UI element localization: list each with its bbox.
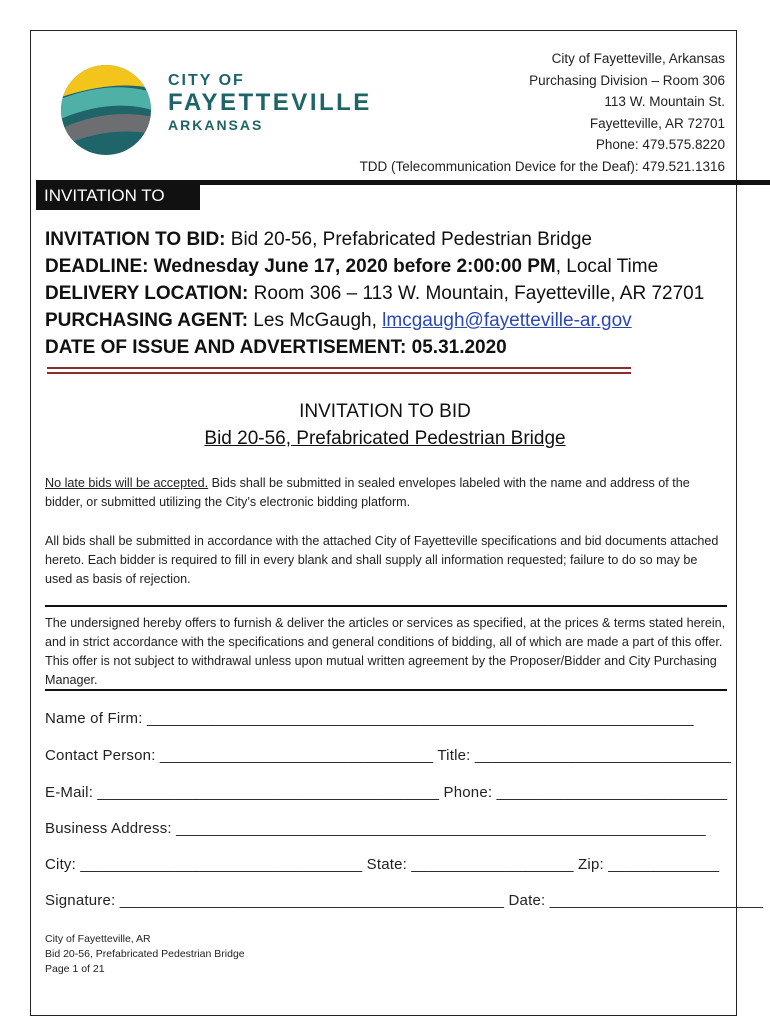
signature-date-field[interactable]: Signature: _____________________________________________ Date: _________________________ [45,892,764,909]
agent-email-link[interactable]: lmcgaugh@fayetteville-ar.gov [382,310,632,331]
offer-box [45,605,727,691]
bid-summary [45,226,735,361]
email-phone-field[interactable]: E-Mail: ________________________________________ Phone: ___________________________ [45,784,728,801]
delivery-line [45,280,735,307]
specifications-paragraph: All bids shall be submitted in accordance with the attached City of Fayetteville specifications and bid documents attached hereto. Each bidder is required to fill in every blank and shall supply all information requested; failure to do so may be used as basis of rejection. [45,534,719,586]
tdd-line: TDD (Telecommunication Device for the Deaf): 479.521.1316 [359,158,725,174]
page-number: Page 1 of 21 [45,963,105,975]
submission-text: Bids shall be submitted in sealed envelopes labeled with the name and address of the bidder, or submitted utilizing the City’s electronic bidding platform. [45,476,690,509]
bid-label: INVITATION TO BID: [45,229,226,250]
page-footer [45,932,245,977]
logo-fayetteville: FAYETTEVILLE [168,89,372,116]
deadline-label: DEADLINE: Wednesday June 17, 2020 before 2:00:00 PM [45,256,556,277]
address-line: Fayetteville, AR 72701 [589,115,725,131]
logo-city-of: CITY OF [168,72,245,89]
section-header-bar [36,180,770,210]
deadline-value: , Local Time [555,256,659,277]
footer-org: City of Fayetteville, AR [45,933,151,945]
offer-paragraph: The undersigned hereby offers to furnish & deliver the articles or services as specified, at the prices & terms stated herein, and in strict accordance with the specifications and general conditions of bidding, all of which are made a part of this offer. This offer is not subject to withdrawal unless upon mutual written agreement by the Proposer/Bidder and City Purchasing Manager. [45,616,726,687]
footer-bid: Bid 20-56, Prefabricated Pedestrian Bridge [45,948,245,960]
agent-name: Les McGaugh, [248,310,383,331]
issue-date: DATE OF ISSUE AND ADVERTISEMENT: 05.31.2020 [45,337,507,358]
delivery-label: DELIVERY LOCATION: [45,283,249,304]
contact-title-field[interactable]: Contact Person: ________________________________ Title: ______________________________ [45,747,732,764]
logo-arkansas: ARKANSAS [168,117,264,133]
issue-date-line [45,334,735,361]
bid-line [45,226,735,253]
section-tab: INVITATION TO [36,180,200,210]
double-divider [47,367,631,374]
agent-line [45,307,735,334]
address-line: Purchasing Division – Room 306 [529,72,725,88]
document-title: INVITATION TO BID [299,401,471,422]
business-address-field[interactable]: Business Address: ______________________________________________________________ [45,820,706,837]
logo-wordmark [168,72,372,134]
agent-label: PURCHASING AGENT: [45,310,249,331]
city-state-zip-field[interactable]: City: _________________________________ State: ___________________ Zip: _____________ [45,856,720,873]
bid-value: Bid 20-56, Prefabricated Pedestrian Bridge [225,229,592,250]
address-block [360,48,725,177]
address-line: City of Fayetteville, Arkansas [551,51,725,66]
late-bids-notice: No late bids will be accepted. [45,476,209,490]
document-subtitle: Bid 20-56, Prefabricated Pedestrian Bridge [204,428,566,449]
deadline-line [45,253,735,280]
delivery-value: Room 306 – 113 W. Mountain, Fayetteville, AR 72701 [248,283,705,304]
address-line: 113 W. Mountain St. [604,94,725,109]
late-bids-paragraph [45,474,725,512]
firm-name-field[interactable]: Name of Firm: ________________________________________________________________ [45,710,694,727]
phone-line: Phone: 479.575.8220 [595,137,725,152]
section-rule [200,180,770,185]
